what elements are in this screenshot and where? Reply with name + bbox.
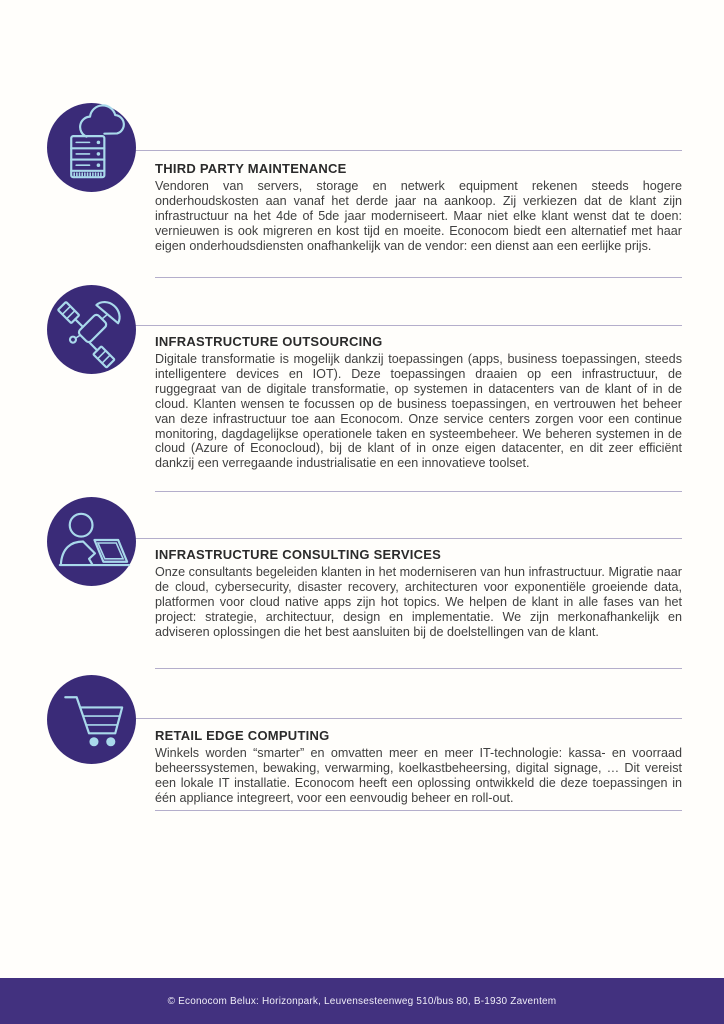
section-paragraph: Digitale transformatie is mogelijk dankzij toepassingen (apps, business toepassingen, steeds intelligentere devices en IOT). Deze toepassingen draaien op een infrastructuur, de ruggegraat van de digitale transformatie, op systemen in datacenters van de klant of in de cloud. Klanten wensen te focussen op de business toepassingen, en vertrouwen het beheer van deze infrastructuur toe aan Econocom. Onze service centers zorgen voor een continue monitoring, dagdagelijkse operationele taken en systeembeheer. We beheren systemen in de cloud (Azure of Econocloud), bij de klant of in onze eigen datacenter, en dit zeer efficiënt dankzij een verregaande industrialisatie en een innovatieve toolset. — [155, 352, 682, 471]
section-paragraph: Winkels worden “smarter” en omvatten meer en meer IT-technologie: kassa- en voorraad beheerssystemen, bewaking, verwarming, koelkastbeheersing, digital signage, … Dit vereist een lokale IT installatie. Econocom heeft een oplossing ontwikkeld die deze toepassingen in één appliance integreert, voor een eenvoudig beheer en roll-out. — [155, 746, 682, 805]
section-icon-badge — [47, 285, 136, 374]
section-divider-line — [96, 325, 682, 326]
section-divider-line — [155, 810, 682, 811]
section-paragraph: Vendoren van servers, storage en netwerk equipment rekenen steeds hogere onderhoudskosten aan vanaf het derde jaar na aankoop. Zij verkiezen dat de klant zijn infrastructuur na het 4de of 5de jaar moderniseert. Maar niet elke klant wenst dat te doen: vernieuwen is ook migreren en kost tijd en moeite. Econocom biedt een alternatief met haar eigen onderhoudsdiensten onafhankelijk van de vendor: een dienst aan een eerlijke prijs. — [155, 179, 682, 253]
section-divider-line — [96, 538, 682, 539]
section-title: INFRASTRUCTURE CONSULTING SERVICES — [155, 547, 442, 562]
section-icon-badge — [47, 675, 136, 764]
satellite-icon — [47, 285, 136, 374]
section-divider-line — [155, 277, 682, 278]
section-divider-line — [96, 718, 682, 719]
section-title: RETAIL EDGE COMPUTING — [155, 728, 330, 743]
section-title: THIRD PARTY MAINTENANCE — [155, 161, 347, 176]
section-icon-badge — [47, 103, 136, 192]
section-title: INFRASTRUCTURE OUTSOURCING — [155, 334, 383, 349]
section-divider-line — [96, 150, 682, 151]
section-paragraph: Onze consultants begeleiden klanten in het moderniseren van hun infrastructuur. Migratie naar de cloud, cybersecurity, disaster recovery, architecturen voor exponentiële groeiende data, platformen voor cloud native apps zijn hot topics. We helpen de klant in alle fases van het project: strategie, architectuur, design en implementatie. We zijn merkonafhankelijk en adviseren oplossingen die het best aansluiten bij de doelstellingen van de klant. — [155, 565, 682, 639]
section-divider-line — [155, 668, 682, 669]
shopping-cart-icon — [47, 675, 136, 764]
footer-bar — [0, 978, 724, 1024]
section-divider-line — [155, 491, 682, 492]
consultant-laptop-icon — [47, 497, 136, 586]
footer-address: © Econocom Belux: Horizonpark, Leuvensesteenweg 510/bus 80, B-1930 Zaventem — [167, 995, 557, 1007]
server-cloud-icon — [47, 103, 136, 192]
section-icon-badge — [47, 497, 136, 586]
